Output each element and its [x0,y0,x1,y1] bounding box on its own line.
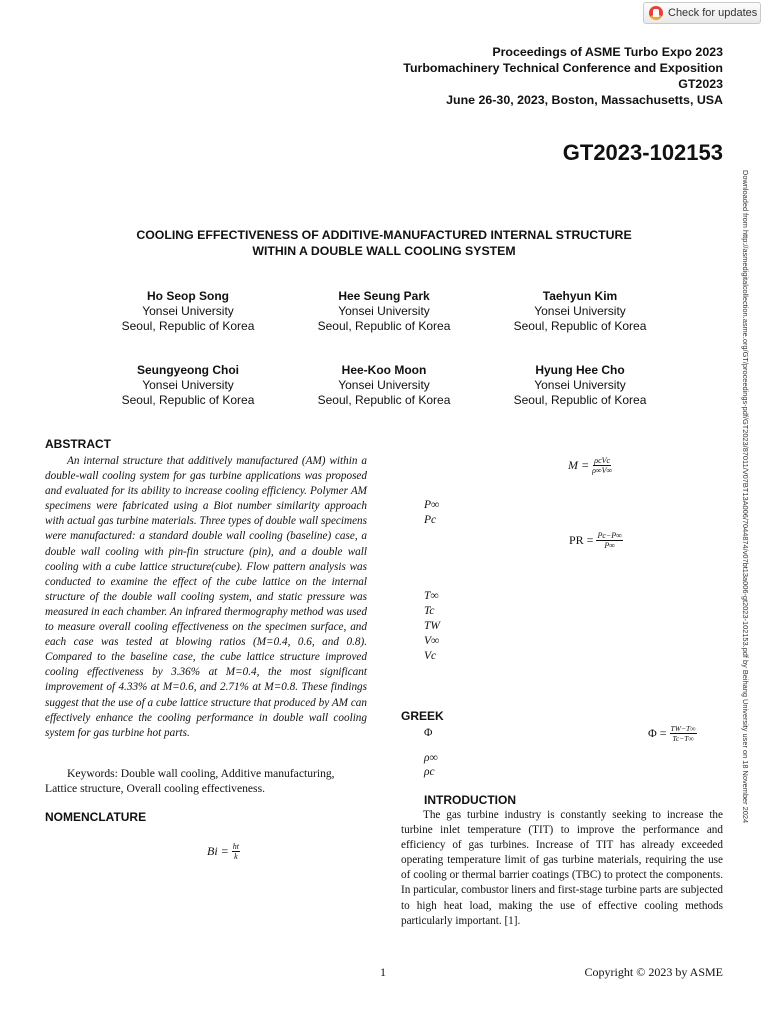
author-affiliation: Yonsei University [338,378,430,392]
abstract-heading: ABSTRACT [45,437,111,451]
equation-fraction [670,724,697,743]
copyright: Copyright © 2023 by ASME [584,965,723,979]
page-number: 1 [380,965,386,979]
equation-fraction [596,531,622,550]
check-for-updates-label: Check for updates [668,7,758,19]
blowing-ratio-equation [568,456,612,475]
author-affiliation: Yonsei University [534,378,626,392]
title-line: COOLING EFFECTIVENESS OF ADDITIVE-MANUFACTURED INTERNAL STRUCTURE [136,228,632,242]
author-name: Seungyeong Choi [137,363,239,377]
equation-lhs: PR = [569,533,594,547]
author-affiliation: Yonsei University [142,304,234,318]
equation-fraction [232,842,240,861]
author-name: Taehyun Kim [542,289,618,303]
nomenclature-symbol: V∞ [424,635,440,647]
proceedings-line: June 26-30, 2023, Boston, Massachusetts, USA [446,93,723,107]
paper-number: GT2023-102153 [562,140,723,165]
crossmark-icon [649,6,663,20]
title-line: WITHIN A DOUBLE WALL COOLING SYSTEM [252,244,516,258]
introduction-heading: INTRODUCTION [424,793,516,807]
author-name: Ho Seop Song [147,289,229,303]
greek-symbol: ρ∞ [424,752,438,764]
author-affiliation: Yonsei University [142,378,234,392]
author-name: Hyung Hee Cho [535,363,625,377]
equation-numerator: Pc−P∞ [597,531,622,540]
author-block [480,363,680,408]
author-affiliation: Yonsei University [338,304,430,318]
author-name: Hee-Koo Moon [341,363,427,377]
nomenclature-symbol: TW [424,620,440,632]
nomenclature-symbol: Tc [424,605,435,617]
cooling-effectiveness-equation [648,724,697,743]
author-location: Seoul, Republic of Korea [513,319,647,333]
author-block [480,289,680,334]
keywords: Keywords: Double wall cooling, Additive manufacturing, Lattice structure, Overall cooling effectiveness. [45,767,335,795]
paper-title [60,227,708,259]
author-location: Seoul, Republic of Korea [317,393,451,407]
proceedings-line: GT2023 [678,77,723,91]
introduction-text: The gas turbine industry is constantly seeking to increase the turbine inlet temperature (TIT) to improve the performance and efficiency of gas turbines. Increase of TIT has already exceeded operating temperature limit of gas turbine materials, requiring the use of cooling or thermal barrier coatings (TBC) to protect the components. In particular, combustor liners and first-stage turbine parts are subjected to high heat load, making the use of effective cooling methods particularly important. [1]. [401,809,724,927]
nomenclature-symbol: T∞ [424,590,439,602]
author-location: Seoul, Republic of Korea [317,319,451,333]
pressure-ratio-equation [569,531,623,550]
equation-denominator: ρ∞V∞ [592,466,613,475]
author-block [88,363,288,408]
author-block [284,363,484,408]
greek-symbol: Φ [424,727,433,739]
download-side-note: Downloaded from http://asmedigitalcollection.asme.org/GT/proceedings-pdf/GT2023/87011/V07BT13A006/7044874/v07bt13a006-gt2023-102153.pdf by Beihang University user on 18 November 2024 [741,170,750,824]
author-name: Hee Seung Park [338,289,430,303]
equation-lhs: Φ = [648,726,667,740]
equation-lhs: Bi = [207,844,229,858]
author-block [284,289,484,334]
nomenclature-symbol: Pc [424,514,437,526]
greek-heading: GREEK [401,709,444,723]
nomenclature-symbol: P∞ [424,499,440,511]
equation-lhs: M = [568,458,590,472]
equation-denominator: Tc−T∞ [672,734,694,743]
author-location: Seoul, Republic of Korea [121,319,255,333]
proceedings-header [403,44,723,108]
author-affiliation: Yonsei University [534,304,626,318]
equation-numerator: ρcVc [594,456,611,465]
proceedings-line: Proceedings of ASME Turbo Expo 2023 [492,45,723,59]
greek-symbol: ρc [424,766,435,778]
equation-numerator: ht [232,842,239,851]
equation-numerator: TW−T∞ [670,724,696,733]
abstract-text: An internal structure that additively manufactured (AM) within a double-wall cooling system for gas turbine applications was proposed and evaluated for its ability to increase cooling efficiency. Polymer AM specimens were fabricated using a Biot number similarity approach with actual gas turbine materials. Three types of double wall specimens were manufactured: a standard double wall cooling (baseline) case, a double wall cooling with pin-fin structure (pin), and a double wall cooling with a cube lattice structure(cube). Flow pattern analysis was conducted to examine the effect of the cube lattice on the internal structure of the double wall cooling system, and static pressure was measured in each chamber. An infrared thermography method was used to measure overall cooling effectiveness on the specimen surface, and each case was tested at blowing ratios (M=0.4, 0.6, and 0.8). Compared to the baseline case, the cube lattice structure improved cooling effectiveness by 3.36% at M=0.4, the most significant improvement of 4.33% at M=0.6, and 2.71% at M=0.8. These findings suggest that the use of a cube lattice structure that produced by AM can effectively enhance the cooling performance in double wall cooling system for gas turbine hot parts. [45,455,367,739]
author-location: Seoul, Republic of Korea [121,393,255,407]
equation-denominator: P∞ [604,541,615,550]
proceedings-line: Turbomachinery Technical Conference and Exposition [403,61,723,75]
biot-equation [207,842,240,861]
author-location: Seoul, Republic of Korea [513,393,647,407]
author-block [88,289,288,334]
nomenclature-heading: NOMENCLATURE [45,810,147,824]
nomenclature-symbol: Vc [424,650,437,662]
check-for-updates-button[interactable] [643,2,761,24]
equation-fraction [592,456,612,475]
equation-denominator: k [234,852,238,861]
